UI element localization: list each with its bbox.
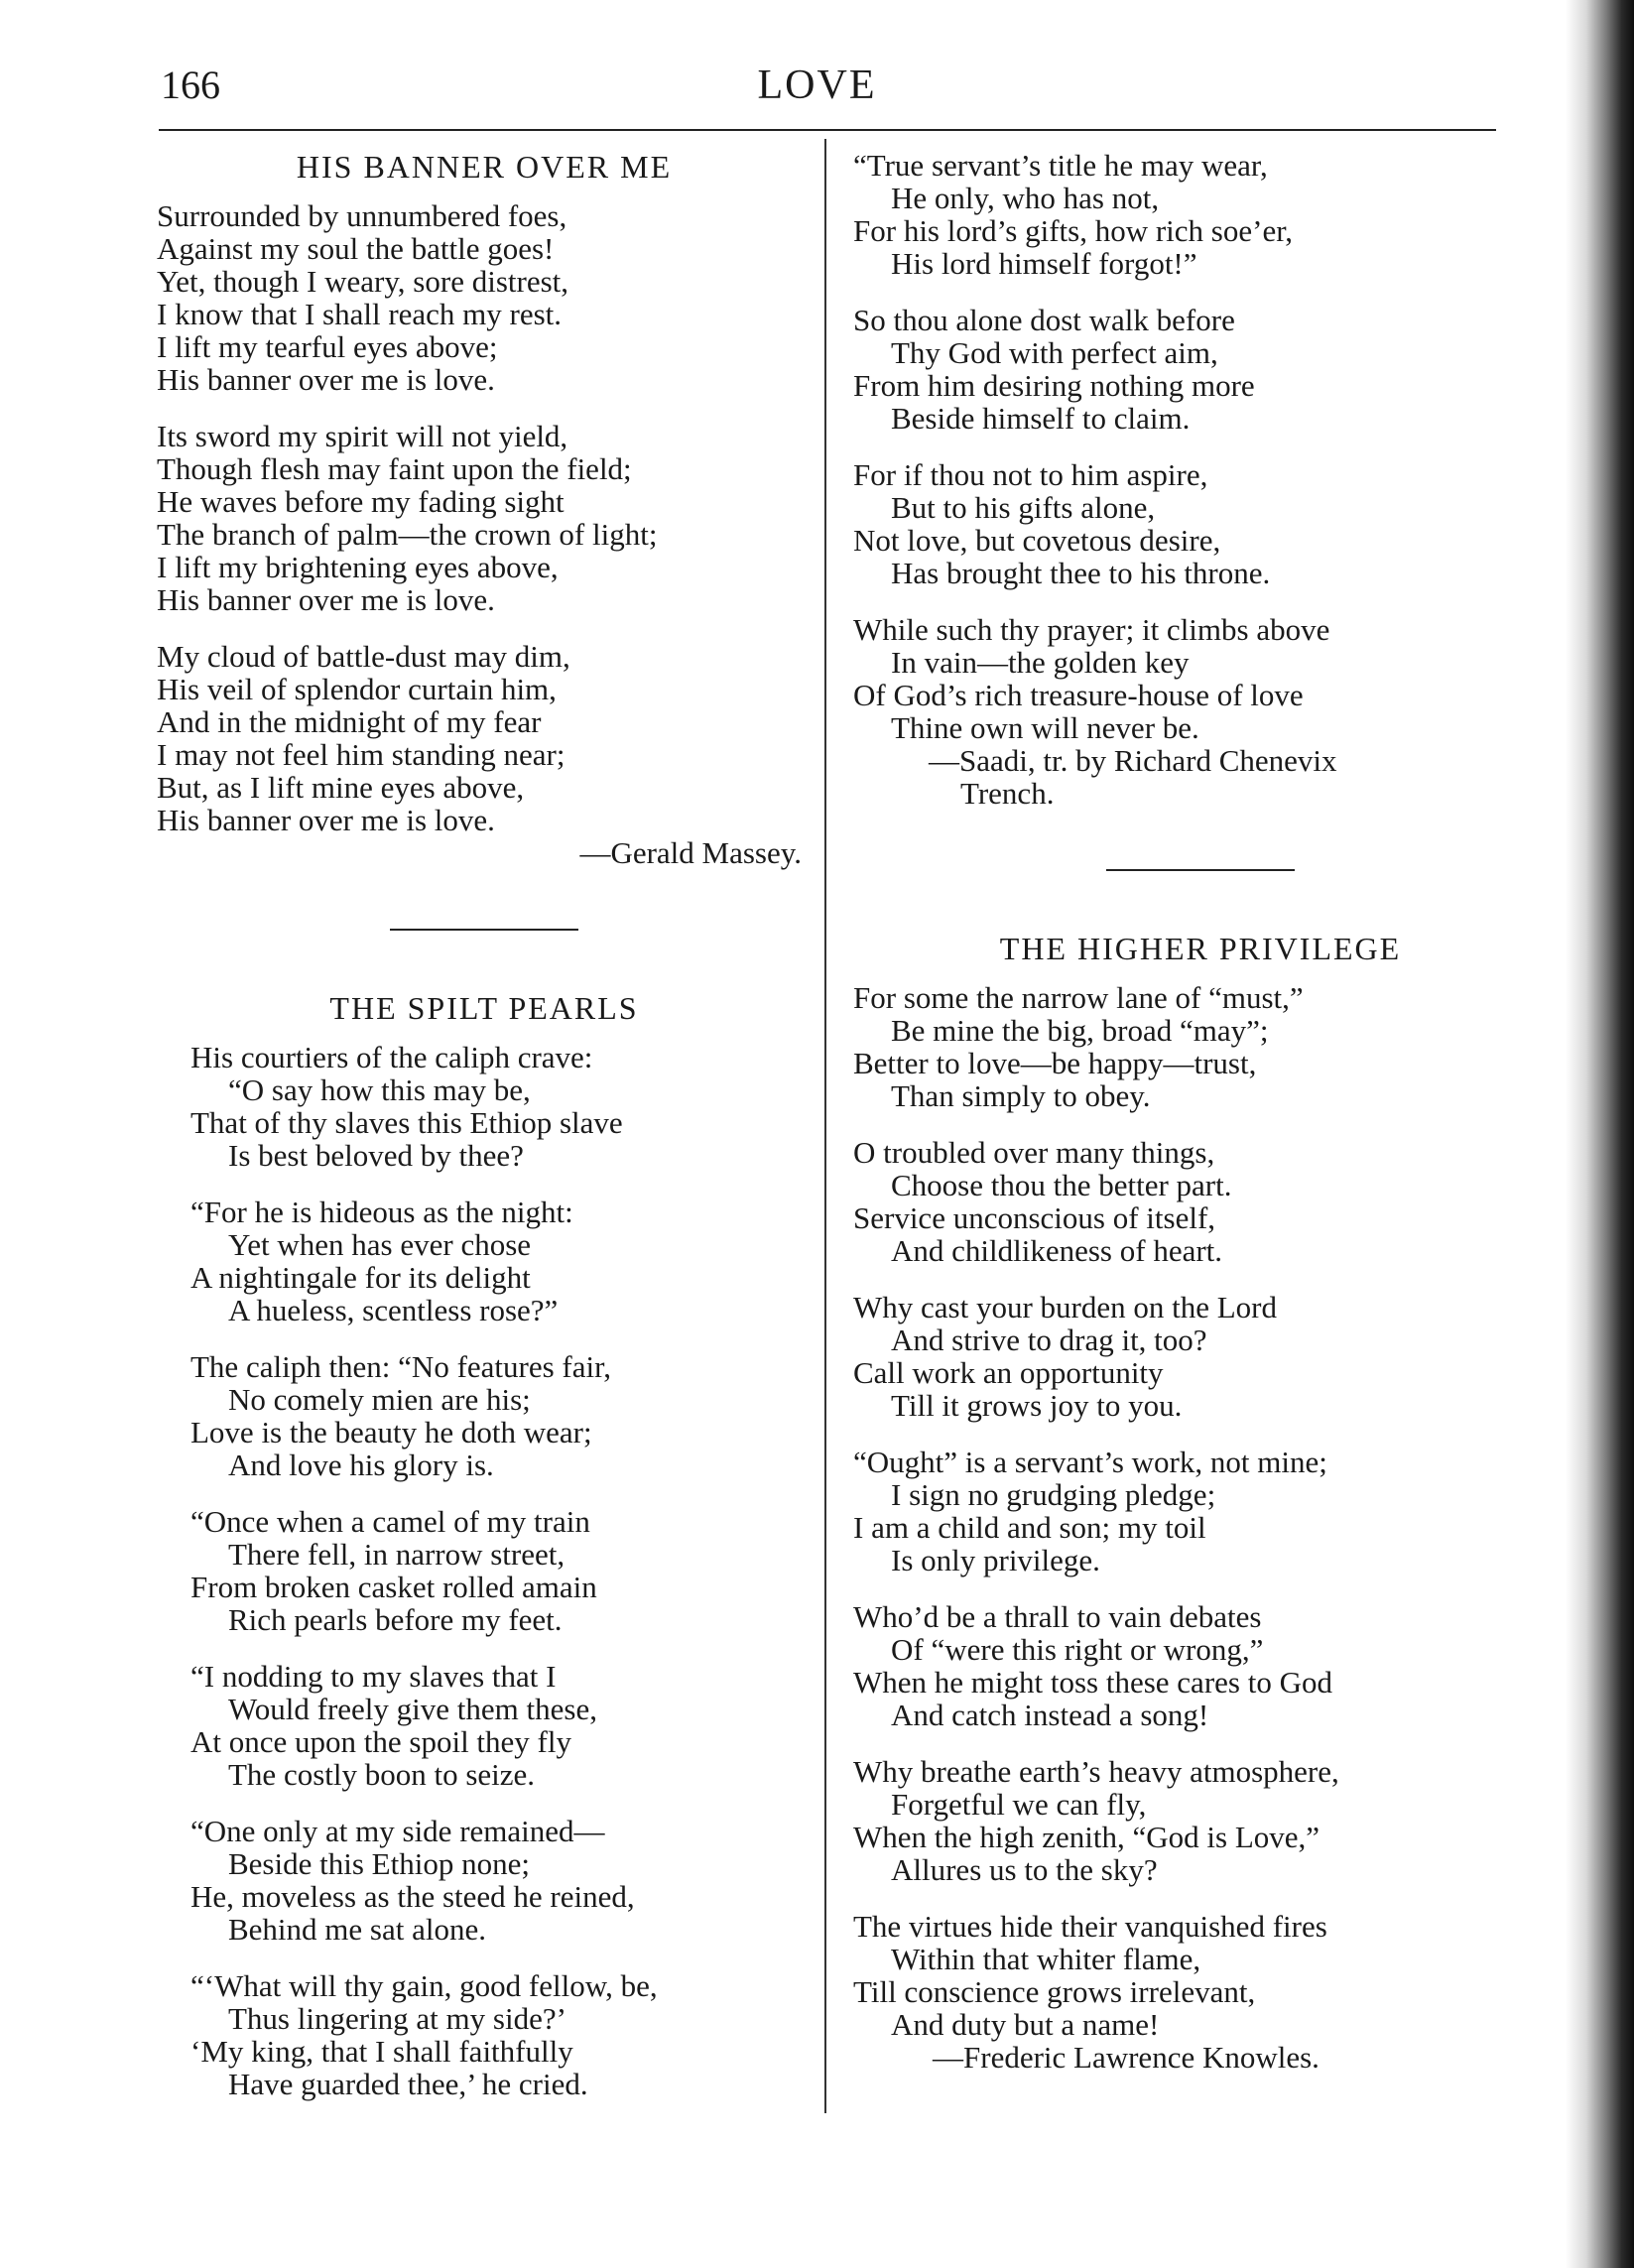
- verse-line: I may not feel him standing near;: [157, 737, 566, 772]
- stanza: [190, 1350, 812, 1481]
- verse-line: And in the midnight of my fear: [157, 704, 542, 739]
- verse-line: Within that whiter flame,: [891, 1942, 1201, 1976]
- verse-line: He waves before my fading sight: [157, 484, 565, 519]
- verse-line: So thou alone dost walk before: [853, 303, 1235, 337]
- verse-line: Against my soul the battle goes!: [157, 231, 555, 266]
- verse-line: Have guarded thee,’ he cried.: [228, 2067, 588, 2101]
- verse-line: The caliph then: “No features fair,: [190, 1349, 611, 1384]
- stanza: [190, 1041, 812, 1172]
- stanza: [853, 1755, 1548, 1886]
- section-separator: [1106, 869, 1295, 871]
- verse-line: I lift my brightening eyes above,: [157, 550, 559, 584]
- verse-line: His lord himself forgot!”: [891, 246, 1197, 281]
- section-separator: [390, 929, 578, 931]
- verse-line: I lift my tearful eyes above;: [157, 329, 498, 364]
- verse-line: But, as I lift mine eyes above,: [157, 770, 525, 805]
- verse-line: For if thou not to him aspire,: [853, 457, 1208, 492]
- verse-line: His banner over me is love.: [157, 582, 495, 617]
- verse-line: And catch instead a song!: [891, 1698, 1209, 1732]
- verse-line: Till conscience grows irrelevant,: [853, 1974, 1256, 2009]
- verse-line: No comely mien are his;: [228, 1382, 531, 1417]
- verse-line: I know that I shall reach my rest.: [157, 297, 563, 331]
- stanza: [853, 1291, 1548, 1422]
- stanza: [190, 1196, 812, 1326]
- verse-line: “One only at my side remained—: [190, 1814, 605, 1848]
- verse-line: Yet when has ever chose: [228, 1227, 532, 1262]
- stanza: [853, 1446, 1548, 1576]
- stanza: [190, 1660, 812, 1791]
- stanza: [190, 1505, 812, 1636]
- verse-line: And love his glory is.: [228, 1448, 494, 1482]
- verse-line: When he might toss these cares to God: [853, 1665, 1332, 1700]
- verse-line: Of God’s rich treasure-house of love: [853, 678, 1304, 712]
- verse-line: Would freely give them these,: [228, 1692, 597, 1726]
- poem-title-the-higher-privilege: THE HIGHER PRIVILEGE: [999, 931, 1402, 966]
- header-rule: [159, 129, 1496, 131]
- left-column: [157, 149, 812, 2100]
- verse-line: And childlikeness of heart.: [891, 1233, 1223, 1268]
- verse-line: His banner over me is love.: [157, 362, 495, 397]
- verse-line: Who’d be a thrall to vain debates: [853, 1599, 1262, 1634]
- verse-line: At once upon the spoil they fly: [190, 1724, 571, 1759]
- verse-line: Be mine the big, broad “may”;: [891, 1013, 1269, 1048]
- stanza: [157, 640, 812, 836]
- verse-line: Of “were this right or wrong,”: [891, 1632, 1264, 1667]
- verse-line: Is only privilege.: [891, 1543, 1100, 1577]
- stanza: [853, 981, 1548, 1112]
- verse-line: Not love, but covetous desire,: [853, 523, 1221, 558]
- attribution-saadi-continued: Trench.: [960, 776, 1055, 811]
- stanza: [190, 1815, 812, 1946]
- verse-line: Thus lingering at my side?’: [228, 2001, 566, 2036]
- verse-line: Beside himself to claim.: [891, 401, 1191, 436]
- verse-line: “Once when a camel of my train: [190, 1504, 590, 1539]
- verse-line: Why breathe earth’s heavy atmosphere,: [853, 1754, 1339, 1789]
- verse-line: Beside this Ethiop none;: [228, 1846, 530, 1881]
- verse-line: “O say how this may be,: [228, 1072, 531, 1107]
- verse-line: Allures us to the sky?: [891, 1852, 1158, 1887]
- verse-line: And strive to drag it, too?: [891, 1323, 1207, 1357]
- verse-line: The branch of palm—the crown of light;: [157, 517, 658, 552]
- verse-line: When the high zenith, “God is Love,”: [853, 1820, 1320, 1854]
- verse-line: Than simply to obey.: [891, 1078, 1151, 1113]
- verse-line: Surrounded by unnumbered foes,: [157, 198, 567, 233]
- verse-line: Call work an opportunity: [853, 1355, 1164, 1390]
- verse-line: He, moveless as the steed he reined,: [190, 1879, 635, 1914]
- verse-line: My cloud of battle-dust may dim,: [157, 639, 570, 674]
- verse-line: While such thy prayer; it climbs above: [853, 612, 1330, 647]
- verse-line: Choose thou the better part.: [891, 1168, 1232, 1202]
- right-column: [853, 149, 1548, 2074]
- running-head: LOVE: [757, 63, 877, 108]
- verse-line: But to his gifts alone,: [891, 490, 1156, 525]
- verse-line: A hueless, scentless rose?”: [228, 1293, 559, 1327]
- attribution-frederic-lawrence-knowles: —Frederic Lawrence Knowles.: [933, 2040, 1320, 2075]
- verse-line: A nightingale for its delight: [190, 1260, 531, 1295]
- spilt-pearls-body: [157, 1041, 812, 2100]
- verse-line: His courtiers of the caliph crave:: [190, 1040, 593, 1074]
- verse-line: “True servant’s title he may wear,: [853, 148, 1268, 183]
- page-number: 166: [161, 63, 220, 107]
- stanza: [853, 1136, 1548, 1267]
- verse-line: For some the narrow lane of “must,”: [853, 980, 1304, 1015]
- verse-line: Till it grows joy to you.: [891, 1388, 1183, 1423]
- verse-line: O troubled over many things,: [853, 1135, 1215, 1170]
- poem-title-his-banner-over-me: HIS BANNER OVER ME: [296, 149, 673, 185]
- verse-line: Though flesh may faint upon the field;: [157, 451, 632, 486]
- verse-line: Love is the beauty he doth wear;: [190, 1415, 592, 1449]
- verse-line: Thy God with perfect aim,: [891, 335, 1218, 370]
- column-divider: [824, 139, 826, 2113]
- verse-line: Behind me sat alone.: [228, 1912, 486, 1947]
- verse-line: The virtues hide their vanquished fires: [853, 1909, 1327, 1944]
- verse-line: He only, who has not,: [891, 181, 1160, 215]
- verse-line: In vain—the golden key: [891, 645, 1190, 680]
- poem-title-the-spilt-pearls: THE SPILT PEARLS: [329, 990, 639, 1026]
- verse-line: That of thy slaves this Ethiop slave: [190, 1105, 623, 1140]
- verse-line: Is best beloved by thee?: [228, 1138, 524, 1173]
- verse-line: “I nodding to my slaves that I: [190, 1659, 557, 1694]
- verse-line: “‘What will thy gain, good fellow, be,: [190, 1968, 658, 2003]
- stanza: [853, 304, 1548, 435]
- stanza: [853, 1600, 1548, 1731]
- verse-line: Better to love—be happy—trust,: [853, 1046, 1257, 1080]
- verse-line: I am a child and son; my toil: [853, 1510, 1206, 1545]
- stanza: [157, 420, 812, 616]
- verse-line: Forgetful we can fly,: [891, 1787, 1147, 1822]
- verse-line: I sign no grudging pledge;: [891, 1477, 1216, 1512]
- page-edge-shadow: [1566, 0, 1634, 2268]
- verse-line: The costly boon to seize.: [228, 1757, 536, 1792]
- verse-line: His banner over me is love.: [157, 803, 495, 837]
- verse-line: ‘My king, that I shall faithfully: [190, 2034, 573, 2069]
- verse-line: For his lord’s gifts, how rich soe’er,: [853, 213, 1294, 248]
- verse-line: From broken casket rolled amain: [190, 1570, 597, 1604]
- verse-line: There fell, in narrow street,: [228, 1537, 566, 1572]
- verse-line: Thine own will never be.: [891, 710, 1199, 745]
- stanza: [853, 613, 1548, 744]
- verse-line: “For he is hideous as the night:: [190, 1195, 573, 1229]
- stanza: [853, 1910, 1548, 2041]
- verse-line: His veil of splendor curtain him,: [157, 672, 557, 706]
- attribution-gerald-massey: —Gerald Massey.: [579, 835, 802, 870]
- verse-line: Yet, though I weary, sore distrest,: [157, 264, 569, 299]
- verse-line: Its sword my spirit will not yield,: [157, 419, 568, 453]
- stanza: [157, 199, 812, 396]
- verse-line: Why cast your burden on the Lord: [853, 1290, 1277, 1324]
- stanza: [190, 1969, 812, 2100]
- verse-line: Has brought thee to his throne.: [891, 556, 1271, 590]
- stanza: [853, 149, 1548, 280]
- attribution-saadi: —Saadi, tr. by Richard Chenevix: [929, 743, 1337, 778]
- verse-line: And duty but a name!: [891, 2007, 1160, 2042]
- verse-line: Rich pearls before my feet.: [228, 1602, 563, 1637]
- verse-line: Service unconscious of itself,: [853, 1200, 1216, 1235]
- stanza: [853, 458, 1548, 589]
- verse-line: From him desiring nothing more: [853, 368, 1255, 403]
- verse-line: “Ought” is a servant’s work, not mine;: [853, 1445, 1327, 1479]
